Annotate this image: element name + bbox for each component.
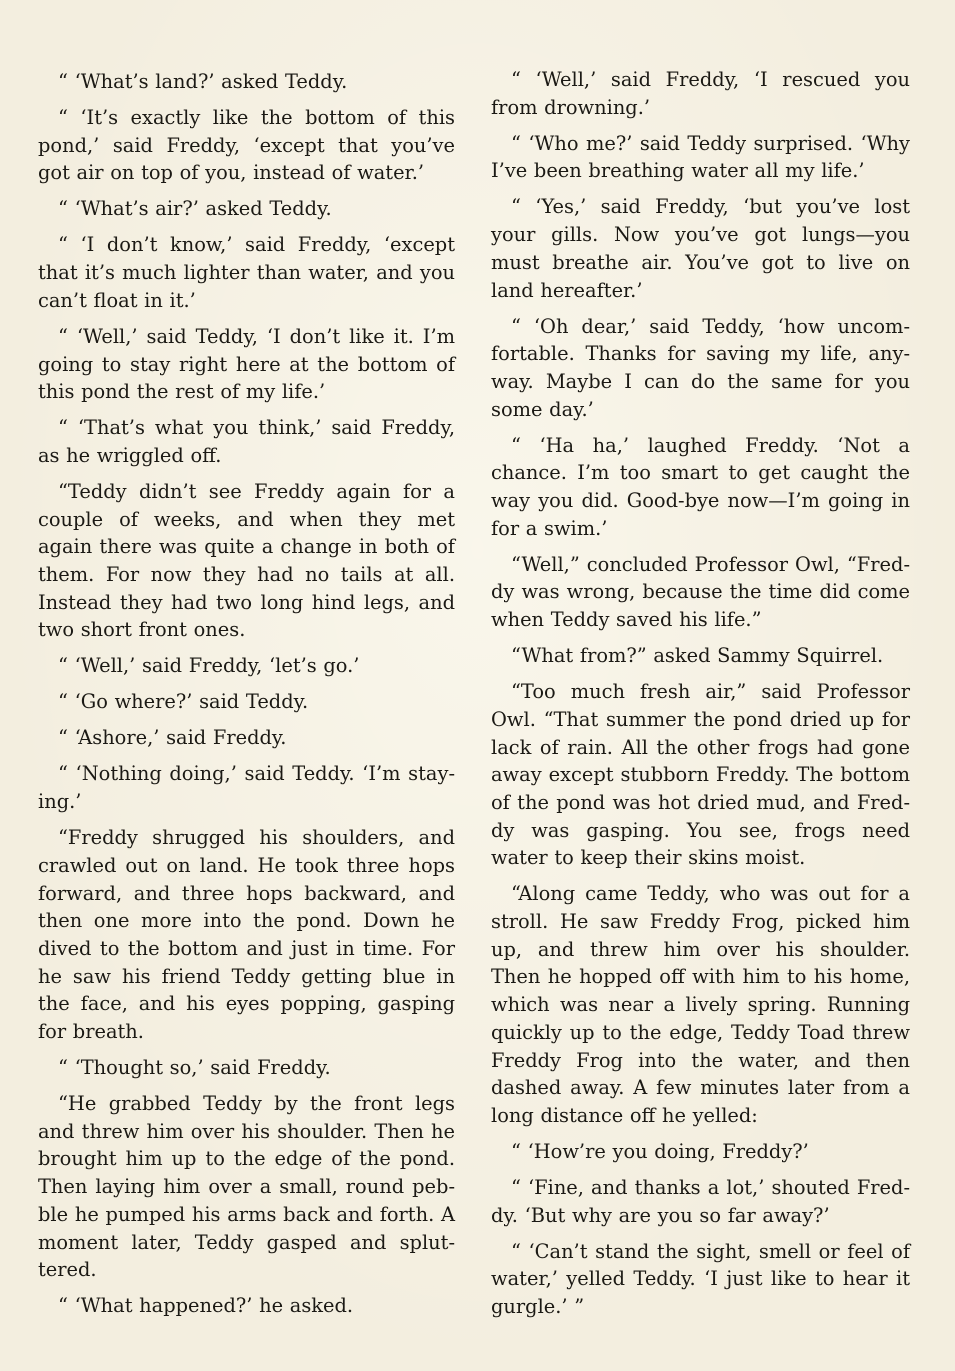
paragraph: “ ‘I don’t know,’ said Freddy, ‘except that it’s much lighter than water, and you can’t float in it.’ [38,233,455,312]
right-column [491,66,910,1321]
paragraph: “What from?” asked Sammy Squirrel. [511,644,884,668]
paragraph: “ ‘Go where?’ said Teddy. [58,690,309,714]
paragraph: “ ‘Who me?’ said Teddy surprised. ‘Why I’ve been breathing water all my life.’ [491,131,910,183]
left-column [38,68,455,1320]
paragraph: “ ‘What happened?’ he asked. [58,1294,354,1318]
paragraph: “ ‘It’s exactly like the bottom of this pond,’ said Freddy, ‘except that you’ve got air on top of you, instead of water.’ [38,106,455,185]
paragraph: “ ‘Thought so,’ said Freddy. [58,1056,331,1080]
paragraph: “ ‘Well,’ said Freddy, ‘I rescued you from drowning.’ [491,68,910,119]
paragraph: “He grabbed Teddy by the front legs and threw him over his shoulder. Then he brought him up to the edge of the pond. Then laying him over a small, round pebble he pumped his arms back and forth. A moment later, Teddy gasped and spluttered. [38,1092,455,1282]
paragraph: “ ‘Nothing doing,’ said Teddy. ‘I’m staying.’ [38,762,455,814]
paragraph: “ ‘Well,’ said Freddy, ‘let’s go.’ [58,654,360,678]
paragraph: “ ‘Fine, and thanks a lot,’ shouted Freddy. ‘But why are you so far away?’ [491,1175,910,1227]
paragraph: “ ‘Ashore,’ said Freddy. [58,726,287,750]
paragraph: “ ‘Yes,’ said Freddy, ‘but you’ve lost your gills. Now you’ve got lungs—you must breathe air. You’ve got to live on land hereafter.’ [491,195,910,302]
paragraph: “ ‘Oh dear,’ said Teddy, ‘how uncomfortable. Thanks for saving my life, anyway. Maybe I can do the same for you some day.’ [491,314,910,421]
paragraph: “ ‘Ha ha,’ laughed Freddy. ‘Not a chance. I’m too smart to get caught the way you did. Good-bye now—I’m going in for a swim.’ [491,433,910,540]
paragraph: “Too much fresh air,” said Professor Owl. “That summer the pond dried up for lack of rain. All the other frogs had gone away except stubborn Freddy. The bottom of the pond was hot dried mud, and Freddy was gasping. You see, frogs need water to keep their skins moist. [491,680,910,870]
paragraph: “ ‘Can’t stand the sight, smell or feel of water,’ yelled Teddy. ‘I just like to hear it gurgle.’ ” [491,1239,910,1319]
paragraph: “ ‘What’s air?’ asked Teddy. [58,197,332,221]
paragraph: “Teddy didn’t see Freddy again for a couple of weeks, and when they met again there was quite a change in both of them. For now they had no tails at all. Instead they had two long hind legs, and two short front ones. [38,479,455,642]
paragraph: “ ‘How’re you doing, Freddy?’ [511,1139,809,1163]
paragraph: “ ‘Well,’ said Teddy, ‘I don’t like it. I’m going to stay right here at the bottom of this pond the rest of my life.’ [38,324,455,404]
paragraph: “Along came Teddy, who was out for a stroll. He saw Freddy Frog, picked him up, and threw him over his shoulder. Then he hopped off with him to his home, which was near a lively spring. Running quickly up to the edge, Teddy Toad threw Freddy Frog into the water, and then dashed away. A few minutes later from a long distance off he yelled: [491,882,910,1127]
paragraph: “Freddy shrugged his shoulders, and crawled out on land. He took three hops forward, and three hops backward, and then one more into the pond. Down he dived to the bottom and just in time. For he saw his friend Teddy getting blue in the face, and his eyes popping, gasping for breath. [38,826,455,1044]
paragraph: “Well,” concluded Professor Owl, “Freddy was wrong, because the time did come when Teddy saved his life.” [491,552,910,632]
paragraph: “ ‘That’s what you think,’ said Freddy, as he wriggled off. [38,416,455,467]
paragraph: “ ‘What’s land?’ asked Teddy. [58,70,348,93]
